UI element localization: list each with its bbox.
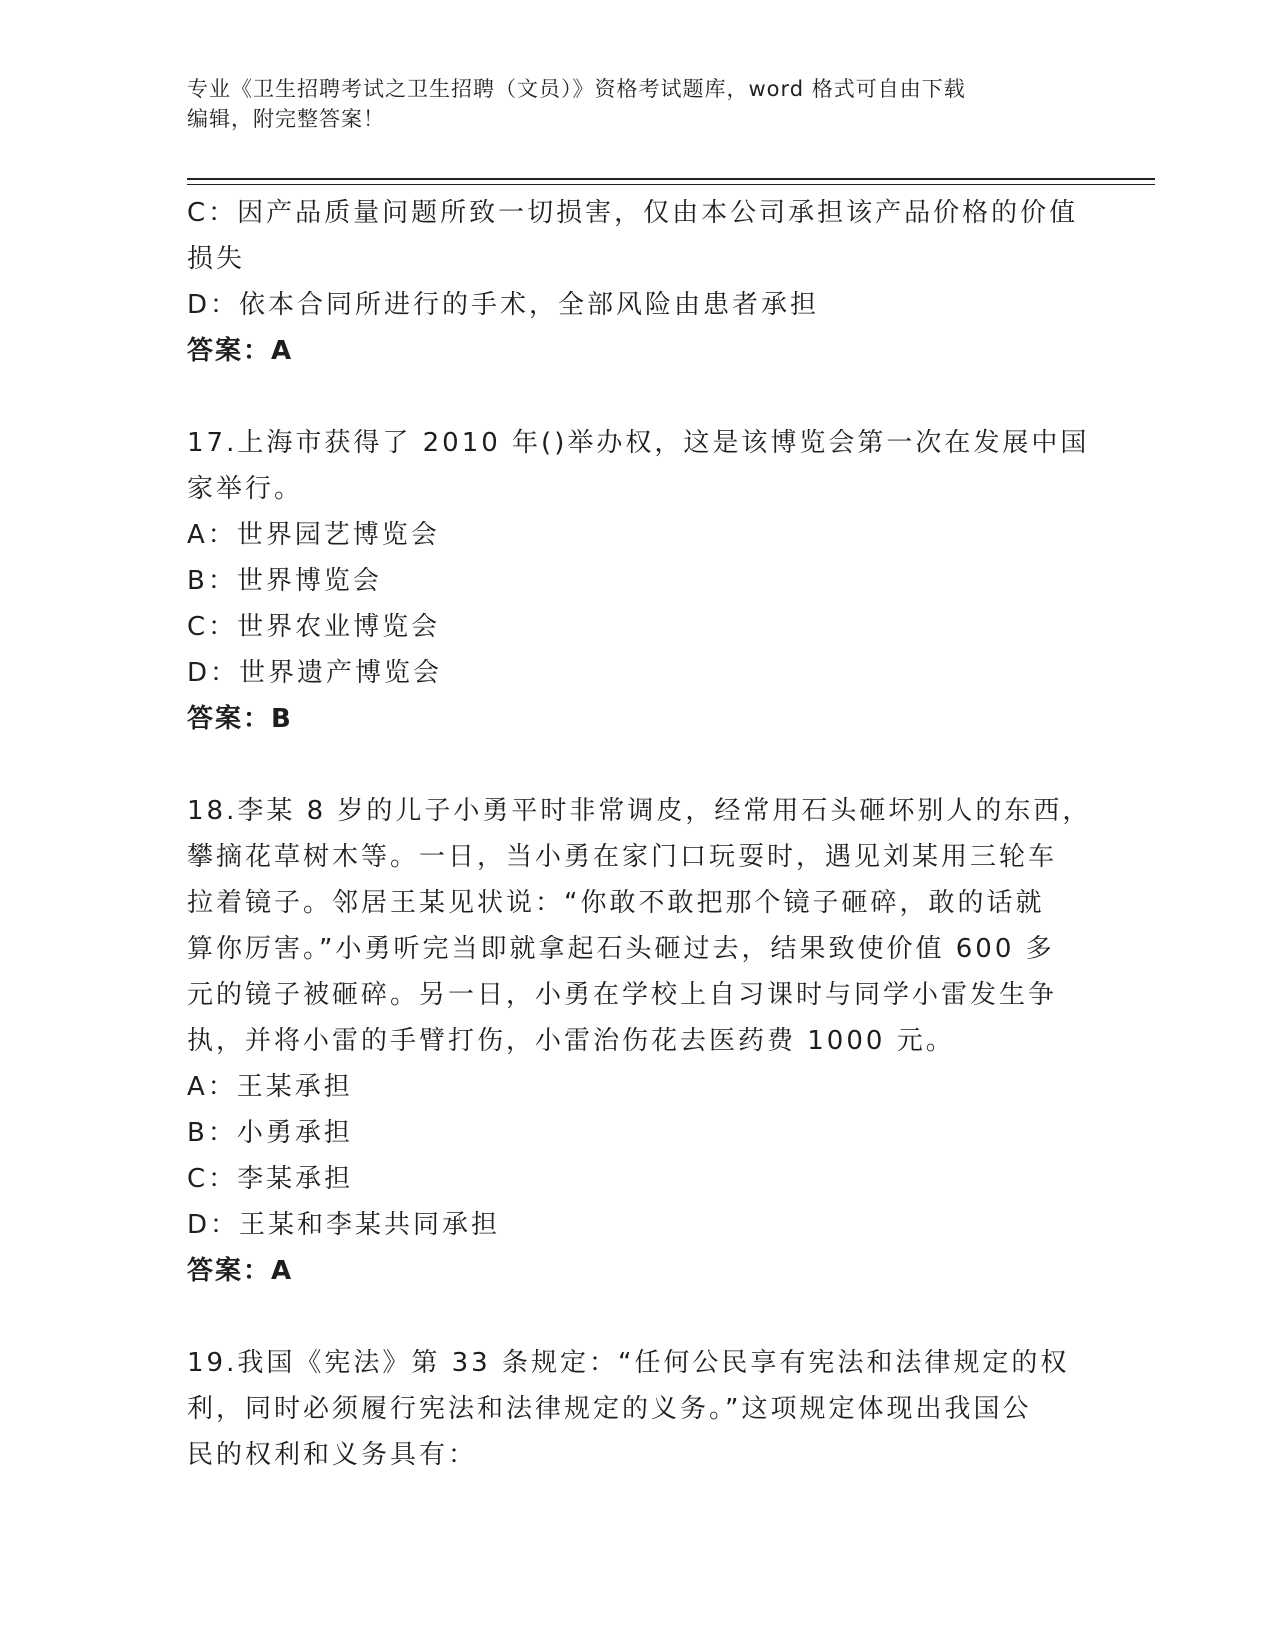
answer-label: 答案：A: [187, 336, 294, 366]
header-divider-thick: [187, 178, 1155, 180]
option-a: A：王某承担: [187, 1072, 353, 1102]
document-body: [187, 190, 1092, 1478]
header-divider-thin: [187, 184, 1155, 185]
question-18: [187, 788, 1092, 1294]
question-stem-continued: 算你厉害。”小勇听完当即就拿起石头砸过去，结果致使价值 600 多: [187, 934, 1055, 964]
question-stem: 18.李某 8 岁的儿子小勇平时非常调皮，经常用石头砸坏别人的东西，: [187, 796, 1092, 826]
option-d: D：世界遗产博览会: [187, 658, 443, 688]
answer-label: 答案：B: [187, 704, 293, 734]
option-c: C：李某承担: [187, 1164, 354, 1194]
option-c-continued: 损失: [187, 244, 246, 274]
spacer: [187, 1294, 1077, 1340]
option-a: A：世界园艺博览会: [187, 520, 440, 550]
question-stem-continued: 家举行。: [187, 474, 304, 504]
question-stem-continued: 民的权利和义务具有：: [187, 1440, 478, 1470]
question-stem-continued: 执，并将小雷的手臂打伤，小雷治伤花去医药费 1000 元。: [187, 1026, 955, 1056]
question-stem: 17.上海市获得了 2010 年()举办权，这是该博览会第一次在发展中国: [187, 428, 1090, 458]
option-b: B：小勇承担: [187, 1118, 353, 1148]
spacer: [187, 374, 1077, 420]
option-d: D：依本合同所进行的手术，全部风险由患者承担: [187, 290, 820, 320]
question-17: [187, 420, 1090, 742]
question-stem-continued: 利，同时必须履行宪法和法律规定的义务。”这项规定体现出我国公: [187, 1394, 1032, 1424]
previous-question-tail: [187, 190, 1077, 374]
option-d: D：王某和李某共同承担: [187, 1210, 501, 1240]
option-b: B：世界博览会: [187, 566, 382, 596]
question-stem-continued: 攀摘花草树木等。一日，当小勇在家门口玩耍时，遇见刘某用三轮车: [187, 842, 1058, 872]
question-stem-continued: 拉着镜子。邻居王某见状说：“你敢不敢把那个镜子砸碎，敢的话就: [187, 888, 1045, 918]
question-stem-continued: 元的镜子被砸碎。另一日，小勇在学校上自习课时与同学小雷发生争: [187, 980, 1058, 1010]
header-line-1: 专业《卫生招聘考试之卫生招聘（文员）》资格考试题库，word 格式可自由下载: [187, 77, 966, 101]
answer-label: 答案：A: [187, 1256, 294, 1286]
header-line-2: 编辑，附完整答案！: [187, 107, 385, 131]
page-header: [187, 74, 1077, 134]
question-stem: 19.我国《宪法》第 33 条规定：“任何公民享有宪法和法律规定的权: [187, 1348, 1070, 1378]
spacer: [187, 742, 1077, 788]
question-19: [187, 1340, 1077, 1478]
option-c: C：因产品质量问题所致一切损害，仅由本公司承担该产品价格的价值: [187, 198, 1079, 228]
option-c: C：世界农业博览会: [187, 612, 441, 642]
